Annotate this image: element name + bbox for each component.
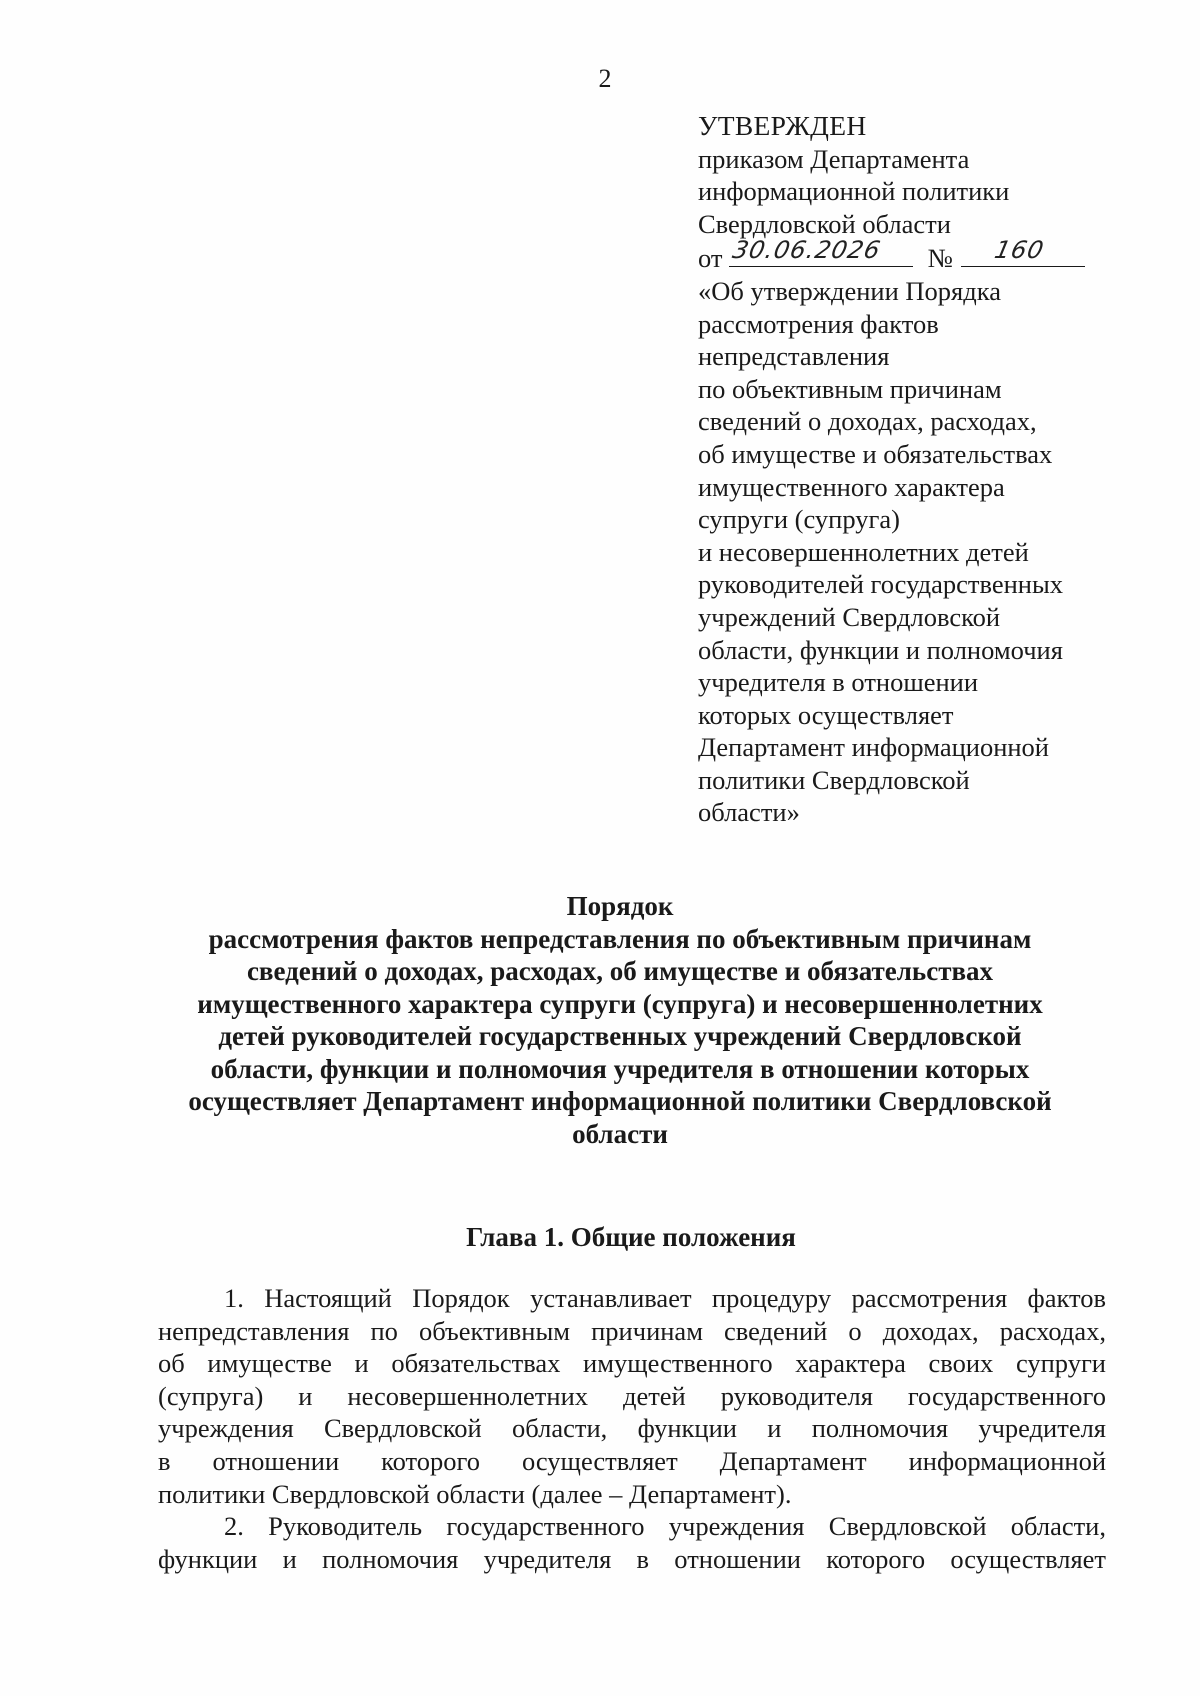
title-line: Порядок [566, 891, 674, 921]
subject-line: имущественного характера [698, 471, 1005, 502]
paragraph-2 [158, 1510, 1106, 1575]
subject-line: по объективным причинам [698, 373, 1002, 404]
paragraph-1 [158, 1282, 1106, 1510]
title-line: осуществляет Департамент информационной политики Свердловской [188, 1086, 1052, 1116]
title-line: сведений о доходах, расходах, об имуществе и обязательствах [246, 956, 994, 986]
approval-line: приказом Департамента [698, 143, 970, 174]
subject-line: рассмотрения фактов [698, 308, 939, 339]
handwritten-date: 30.06.2026 [730, 235, 884, 264]
approval-line: Свердловской области [698, 208, 951, 239]
title-line: области, функции и полномочия учредителя в отношении которых [210, 1053, 1030, 1084]
subject-line: которых осуществляет [698, 699, 954, 730]
title-line: детей руководителей государственных учреждений Свердловской [218, 1021, 1022, 1051]
subject-line: об имуществе и обязательствах [698, 438, 1053, 469]
paragraph-line: (супруга) и несовершеннолетних детей руководителя государственного [158, 1380, 1106, 1411]
approval-date-line [698, 235, 1118, 275]
paragraph-line: непредставления по объективным причинам сведений о доходах, расходах, [158, 1315, 1106, 1346]
document-title [140, 890, 1100, 1150]
approval-heading: УТВЕРЖДЕН [698, 110, 867, 141]
paragraph-line: 1. Настоящий Порядок устанавливает процедуру рассмотрения фактов [224, 1283, 1106, 1313]
paragraph-line: функции и полномочия учредителя в отношении которого осуществляет [158, 1543, 1106, 1574]
subject-line: области» [698, 797, 800, 828]
date-prefix: от [698, 243, 723, 274]
paragraph-line: об имуществе и обязательствах имущественного характера своих супруги [158, 1348, 1106, 1379]
date-field [729, 235, 913, 267]
subject-line: Департамент информационной [698, 732, 1049, 763]
subject-line: «Об утверждении Порядка [698, 275, 1001, 306]
chapter-heading: Глава 1. Общие положения [466, 1222, 796, 1252]
paragraph-line: 2. Руководитель государственного учреждения Свердловской области, [224, 1511, 1106, 1542]
approval-line: информационной политики [698, 176, 1010, 207]
number-sign: № [927, 243, 954, 274]
paragraph-line: в отношении которого осуществляет Департамент информационной [158, 1445, 1106, 1476]
subject-line: учредителя в отношении [698, 667, 979, 698]
title-line: имущественного характера супруги (супруга) и несовершеннолетних [197, 988, 1043, 1019]
subject-line: учреждений Свердловской [698, 601, 1001, 632]
body-text [158, 1282, 1106, 1575]
subject-line: и несовершеннолетних детей [698, 536, 1029, 567]
approval-block [698, 110, 1118, 829]
subject-line: сведений о доходах, расходах, [698, 406, 1037, 437]
subject-line: непредставления [698, 341, 890, 372]
subject-line: области, функции и полномочия [698, 634, 1063, 665]
paragraph-line: политики Свердловской области (далее – Департамент). [158, 1478, 792, 1509]
title-line: области [572, 1118, 668, 1149]
subject-line: политики Свердловской [698, 764, 970, 795]
handwritten-number: 160 [992, 235, 1047, 264]
page-number: 2 [598, 64, 612, 93]
paragraph-line: учреждения Свердловской области, функции и полномочия учредителя [158, 1413, 1106, 1444]
title-line: рассмотрения фактов непредставления по объективным причинам [208, 923, 1032, 954]
subject-line: руководителей государственных [698, 569, 1064, 600]
subject-line: супруги (супруга) [698, 504, 900, 535]
number-field [961, 235, 1085, 267]
